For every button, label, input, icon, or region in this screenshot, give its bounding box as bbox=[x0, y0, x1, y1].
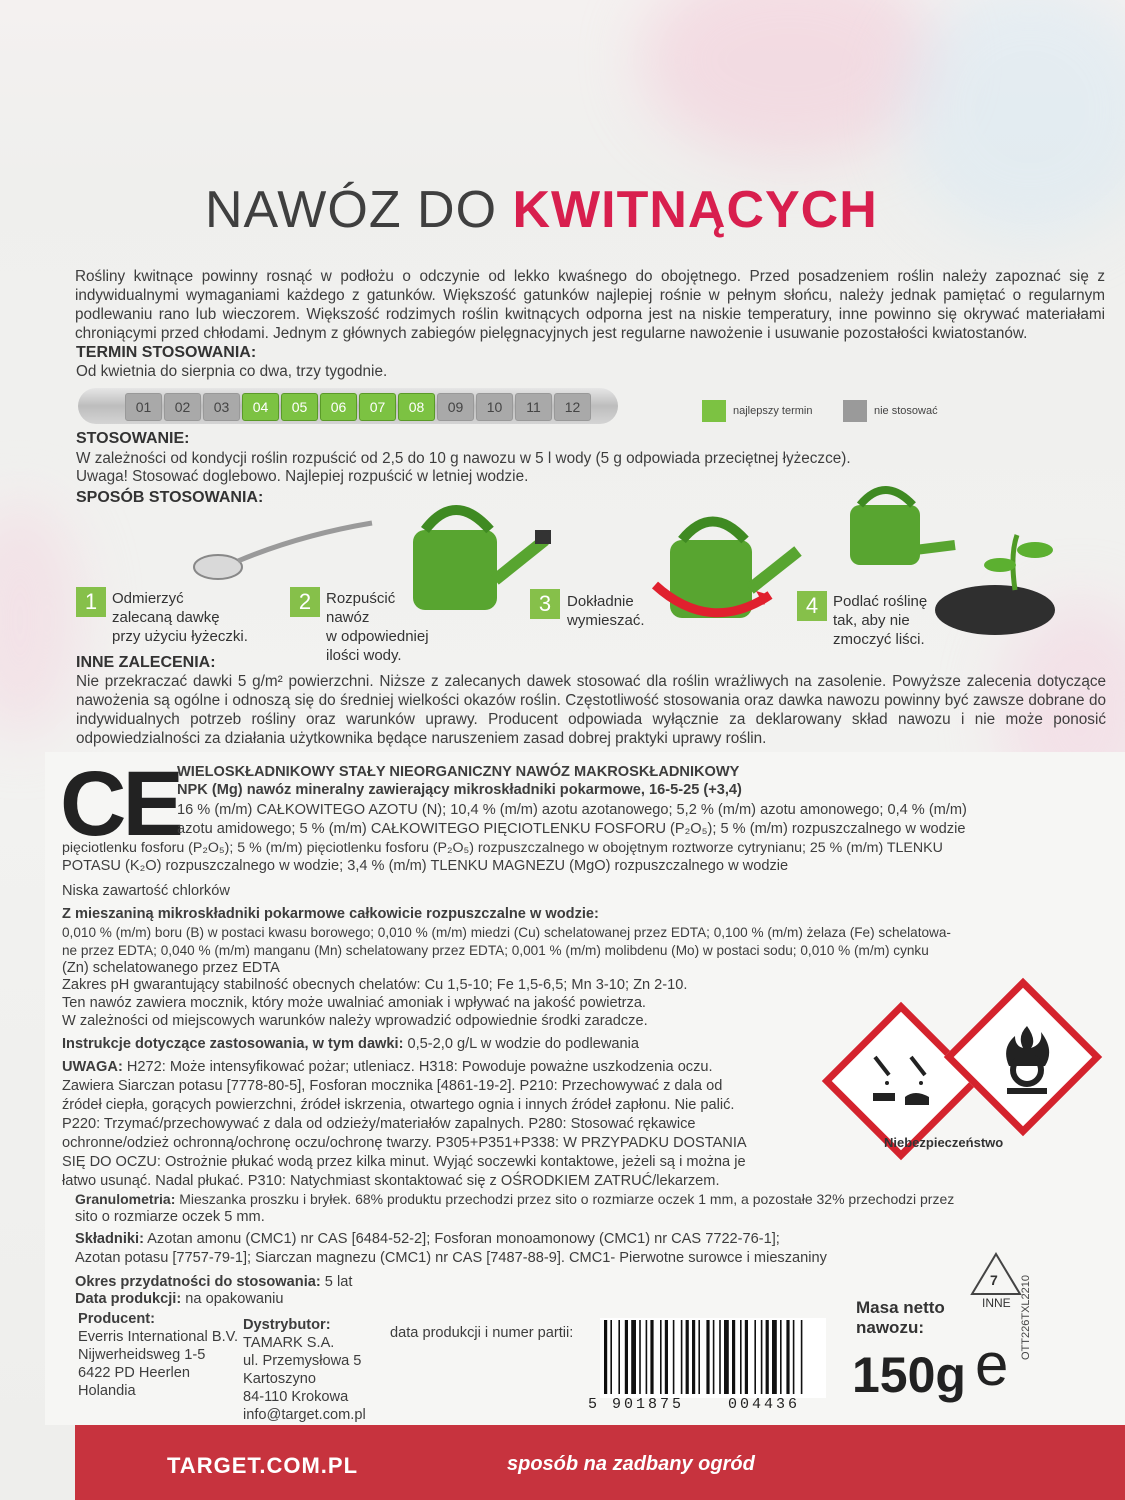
instr-text: 0,5-2,0 g/L w wodzie do podlewania bbox=[403, 1036, 639, 1052]
barcode-bar bbox=[681, 1320, 683, 1394]
barcode-bar bbox=[646, 1320, 648, 1394]
month-cell: 10 bbox=[476, 393, 513, 421]
legend-best-label: najlepszy termin bbox=[733, 405, 813, 417]
composition-line3: pięciotlenku fosforu (P₂O₅); 5 % (m/m) pięciotlenku fosforu (P₂O₅) rozpuszczalnego w obojętnym roztworze cytrynianu; 25 % (m/m) TLENKU bbox=[62, 840, 943, 856]
micro-head: Z mieszaniną mikroskładniki pokarmowe całkowicie rozpuszczalne w wodzie: bbox=[62, 906, 599, 922]
masa-label-2: nawozu: bbox=[856, 1318, 924, 1337]
termin-text: Od kwietnia do sierpnia co dwa, trzy tygodnie. bbox=[76, 363, 388, 380]
barcode-bar bbox=[732, 1320, 735, 1394]
uwaga-line4: P220: Trzymać/przechowywać z dala od odzieży/materiałów zapalnych. P280: Stosować rękawice bbox=[62, 1116, 696, 1132]
month-cell: 05 bbox=[281, 393, 318, 421]
step-text: wymieszać. bbox=[567, 612, 645, 629]
month-cell: 11 bbox=[515, 393, 552, 421]
legend-not-swatch bbox=[843, 400, 867, 422]
composition-line1: 16 % (m/m) CAŁKOWITEGO AZOTU (N); 10,4 % (m/m) azotu azotanowego; 5,2 % (m/m) azotu amonowego; 0,4 % (m/m) bbox=[177, 802, 967, 818]
granulometria-head: Granulometria: bbox=[75, 1191, 176, 1207]
uwaga-line3: źródeł ciepła, gorących powierzchni, źródeł iskrzenia, otwartego ognia i innych źródeł zapłonu. Nie palić. bbox=[62, 1097, 735, 1113]
instr-head: Instrukcje dotyczące zastosowania, w tym dawki: bbox=[62, 1036, 404, 1052]
corrosive-pictogram-symbol bbox=[855, 1045, 945, 1125]
barcode-bar bbox=[740, 1320, 742, 1394]
dystrybutor-l1: TAMARK S.A. bbox=[243, 1335, 335, 1351]
step-number: 4 bbox=[797, 591, 827, 621]
oxidizer-pictogram-symbol bbox=[987, 1020, 1067, 1100]
granulometria-line1 bbox=[75, 1190, 954, 1209]
micro-line6: W zależności od miejscowych warunków należy wprowadzić odpowiednie środki zaradcze. bbox=[62, 1013, 648, 1029]
uwaga-line5: ochronne/odzież ochronną/ochronę oczu/ochronę twarzy. P305+P351+P338: W PRZYPADKU DOSTANIA bbox=[62, 1135, 747, 1151]
producent-l2: Nijwerheidsweg 1-5 bbox=[78, 1347, 206, 1363]
step-text: Podlać roślinę bbox=[833, 593, 928, 610]
step-text: Dokładnie bbox=[567, 593, 634, 610]
barcode-digits-left: 901875 bbox=[612, 1396, 685, 1413]
step-number: 2 bbox=[290, 587, 320, 617]
title-part1: NAWÓZ DO bbox=[205, 181, 513, 239]
stosowanie-line1: W zależności od kondycji roślin rozpuścić od 2,5 do 10 g nawozu w 5 l wody (5 g odpowiada przeciętnej łyżeczce). bbox=[76, 450, 851, 467]
producent-l3: 6422 PD Heerlen bbox=[78, 1365, 190, 1381]
estimated-sign: e bbox=[975, 1331, 1009, 1398]
step-text: przy użyciu łyżeczki. bbox=[112, 628, 248, 645]
skladniki-l1: Azotan amonu (CMC1) nr CAS [6484-52-2]; Fosforan monoamonowy (CMC1) nr CAS 7722-76-1]; bbox=[143, 1231, 780, 1247]
composition-head1: WIELOSKŁADNIKOWY STAŁY NIEORGANICZNY NAWÓZ MAKROSKŁADNIKOWY bbox=[177, 764, 740, 780]
barcode-bar bbox=[706, 1320, 709, 1394]
month-cell: 08 bbox=[398, 393, 435, 421]
composition-head2: NPK (Mg) nawóz mineralny zawierający mikroskładniki pokarmowe, 16-5-25 (+3,4) bbox=[177, 782, 742, 798]
micro-line1: 0,010 % (m/m) boru (B) w postaci kwasu borowego; 0,010 % (m/m) miedzi (Cu) schelatowanej przez EDTA; 0,100 % (m/m) żelaza (Fe) schelatowa- bbox=[62, 925, 951, 940]
barcode-bar bbox=[660, 1320, 662, 1394]
barcode-bar bbox=[793, 1320, 795, 1394]
dystrybutor-head: Dystrybutor: bbox=[243, 1317, 331, 1333]
barcode-bar bbox=[754, 1320, 756, 1394]
barcode-bar bbox=[724, 1320, 729, 1394]
barcode-bar bbox=[673, 1320, 675, 1394]
uwaga-line7: łatwo usunąć. Nadal płukać. P310: Natychmiast skontaktować się z OŚRODKIEM ZATRUĆ/lekarzem. bbox=[62, 1173, 720, 1189]
background-flower-blob bbox=[900, 0, 1125, 240]
month-cell: 03 bbox=[203, 393, 240, 421]
producent-l4: Holandia bbox=[78, 1383, 136, 1399]
producent-head: Producent: bbox=[78, 1311, 156, 1327]
footer-site: TARGET.COM.PL bbox=[167, 1453, 359, 1478]
legend-best-swatch bbox=[702, 400, 726, 422]
inne-text: Nie przekraczać dawki 5 g/m² powierzchni. Niższe z zalecanych dawek stosować dla roślin wrażliwych na zasolenie. Powyższe zalecenia dotyczące nawożenia są ogólne i odnoszą się do średniej wielkości okazów roślin. Częstotliwość stosowania oraz dawka nawozu powinny być zawsze dobrane do indywidualnych potrzeb rośliny oraz warunków uprawy. Producent odpowiada wyłącznie za deklarowany skład nawozu i nie może ponosić odpowiedzialności za działania użytkownika będące naruszeniem zasad dobrej praktyki uprawy roślin. bbox=[76, 673, 1106, 747]
barcode-bar bbox=[665, 1320, 668, 1394]
termin-heading: TERMIN STOSOWANIA: bbox=[76, 344, 257, 361]
skladniki-line1 bbox=[75, 1230, 780, 1249]
stosowanie-heading: STOSOWANIE: bbox=[76, 430, 190, 447]
barcode-bar bbox=[692, 1320, 695, 1394]
producent-l1: Everris International B.V. bbox=[78, 1329, 239, 1345]
month-cell: 12 bbox=[554, 393, 591, 421]
barcode-bar bbox=[625, 1320, 628, 1394]
barcode-bar bbox=[786, 1320, 789, 1394]
step-text: w odpowiedniej bbox=[326, 628, 429, 645]
month-cell: 01 bbox=[125, 393, 162, 421]
barcode-bar bbox=[719, 1320, 721, 1394]
barcode-bar bbox=[801, 1320, 803, 1394]
barcode-bar bbox=[761, 1320, 763, 1394]
net-weight-value: 150g bbox=[852, 1347, 966, 1403]
month-calendar bbox=[125, 393, 591, 421]
stosowanie-line2: Uwaga! Stosować doglebowo. Najlepiej rozpuścić w letniej wodzie. bbox=[76, 468, 529, 485]
skladniki-head: Składniki: bbox=[75, 1231, 144, 1247]
dystrybutor-l4: 84-110 Krokowa bbox=[243, 1389, 349, 1405]
data-produkcji-text: na opakowaniu bbox=[181, 1291, 284, 1307]
barcode-bar bbox=[745, 1320, 748, 1394]
background-flower-blob bbox=[0, 500, 80, 740]
uwaga-head: UWAGA: bbox=[62, 1059, 123, 1075]
uwaga-l1: H272: Może intensyfikować pożar; utleniacz. H318: Powoduje poważne uszkodzenia oczu. bbox=[122, 1059, 713, 1075]
month-cell: 09 bbox=[437, 393, 474, 421]
barcode-bar bbox=[766, 1320, 769, 1394]
barcode bbox=[600, 1318, 826, 1398]
composition-line2: azotu amidowego; 5 % (m/m) CAŁKOWITEGO PIĘCIOTLENKU FOSFORU (P₂O₅); 5 % (m/m) rozpuszczalnego w wodzie bbox=[177, 821, 966, 837]
month-cell: 06 bbox=[320, 393, 357, 421]
micro-line3: (Zn) schelatowanego przez EDTA bbox=[62, 960, 280, 976]
barcode-bar bbox=[698, 1320, 700, 1394]
recycle-number: 7 bbox=[990, 1272, 998, 1288]
uwaga-line6: SIĘ DO OCZU: Ostrożnie płukać wodą przez kilka minut. Wyjąć soczewki kontaktowe, jeżeli są i można je bbox=[62, 1154, 746, 1170]
micro-line5: Ten nawóz zawiera mocznik, który może uwalniać amoniak i wpływać na jakość powietrza. bbox=[62, 995, 646, 1011]
barcode-bar bbox=[610, 1320, 612, 1394]
legend-not-label: nie stosować bbox=[874, 405, 938, 417]
uwaga-line2: Zawiera Siarczan potasu [7778-80-5], Fosforan mocznika [4861-19-2]. P210: Przechowywać z dala od bbox=[62, 1078, 723, 1094]
footer-bar bbox=[75, 1425, 1125, 1500]
barcode-bar bbox=[631, 1320, 636, 1394]
masa-label-1: Masa netto bbox=[856, 1298, 945, 1317]
step-text: Odmierzyć bbox=[112, 590, 184, 607]
background-flower-blob bbox=[640, 0, 940, 160]
okres-text: 5 lat bbox=[320, 1274, 353, 1290]
step-text: tak, aby nie bbox=[833, 612, 910, 629]
data-produkcji-head: Data produkcji: bbox=[75, 1291, 182, 1307]
dystrybutor-block bbox=[243, 1316, 366, 1424]
dystrybutor-l5: info@target.com.pl bbox=[243, 1407, 366, 1423]
skladniki-line2: Azotan potasu [7757-79-1]; Siarczan magnezu (CMC1) nr CAS [7487-88-9]. CMC1- Pierwotne surowce i mieszaniny bbox=[75, 1250, 827, 1266]
chlor-text: Niska zawartość chlorków bbox=[62, 883, 230, 899]
step-text: nawóz bbox=[326, 609, 370, 626]
barcode-bar bbox=[780, 1320, 782, 1394]
mixing-can-illustration bbox=[650, 515, 810, 635]
barcode-bar bbox=[604, 1320, 607, 1394]
intro-paragraph: Rośliny kwitnące powinny rosnąć w podłożu o odczynie od lekko kwaśnego do obojętnego. Przed posadzeniem roślin należy zapoznać się z indywidualnymi wymaganiami każdego z gatunków. Większość gatunków najlepiej rośnie w pełnym słońcu, należy jednak pamiętać o regularnym podlewaniu rano lub wieczorem. Większość rodzimych roślin kwitnących odporna jest na niskie temperatury, inne powinno się okrywać materiałami chroniącymi przed chłodami. Jednym z głównych zabiegów pielęgnacyjnych jest regularne nawożenie i usuwanie pozostałości kwiatostanów. bbox=[75, 268, 1105, 342]
okres-head: Okres przydatności do stosowania: bbox=[75, 1274, 321, 1290]
barcode-bar bbox=[639, 1320, 641, 1394]
step-text: zmoczyć liści. bbox=[833, 631, 925, 648]
step-text: zalecaną dawkę bbox=[112, 609, 220, 626]
data-produkcji-line bbox=[75, 1290, 283, 1309]
inne-heading: INNE ZALECENIA: bbox=[76, 654, 216, 671]
barcode-bar bbox=[713, 1320, 715, 1394]
barcode-bar bbox=[618, 1320, 620, 1394]
month-cell: 04 bbox=[242, 393, 279, 421]
product-title bbox=[205, 180, 878, 240]
instr-line bbox=[62, 1035, 639, 1054]
step-number: 1 bbox=[76, 587, 106, 617]
barcode-digit-first: 5 bbox=[588, 1396, 598, 1413]
footer-slogan: sposób na zadbany ogród bbox=[507, 1453, 755, 1475]
micro-line2: ne przez EDTA; 0,040 % (m/m) manganu (Mn) schelatowany przez EDTA; 0,001 % (m/m) molibdenu (Mo) w postaci sodu; 0,010 % (m/m) cynku bbox=[62, 943, 929, 958]
title-part2: KWITNĄCYCH bbox=[512, 181, 878, 239]
sposob-heading: SPOSÓB STOSOWANIA: bbox=[76, 489, 264, 506]
ce-mark: CE bbox=[60, 753, 180, 855]
step-number: 3 bbox=[530, 589, 560, 619]
barcode-bar bbox=[772, 1320, 777, 1394]
recycle-label: INNE bbox=[982, 1296, 1011, 1310]
month-cell: 07 bbox=[359, 393, 396, 421]
barcode-bars bbox=[600, 1318, 826, 1398]
uwaga-line1 bbox=[62, 1058, 713, 1077]
granulometria-l1: Mieszanka proszku i bryłek. 68% produktu przechodzi przez sito o rozmiarze oczek 1 mm, a pozostałe 32% przechodzi przez bbox=[175, 1191, 955, 1207]
dystrybutor-l3: Kartoszyno bbox=[243, 1371, 317, 1387]
step-text: Rozpuścić bbox=[326, 590, 396, 607]
step-text: ilości wody. bbox=[326, 647, 402, 664]
hazard-signal-word: Niebezpieczeństwo bbox=[884, 1135, 1004, 1150]
composition-line4: POTASU (K₂O) rozpuszczalnego w wodzie; 3,4 % (m/m) TLENKU MAGNEZU (MgO) rozpuszczalnego w wodzie bbox=[62, 858, 789, 874]
micro-line4: Zakres pH gwarantujący stabilność obecnych chelatów: Cu 1,5-10; Fe 1,5-6,5; Mn 3-10; Zn 2-10. bbox=[62, 977, 688, 993]
dystrybutor-l2: ul. Przemysłowa 5 bbox=[243, 1353, 362, 1369]
barcode-bar bbox=[686, 1320, 689, 1394]
spoon-illustration bbox=[190, 515, 380, 585]
batch-label: data produkcji i numer partii: bbox=[390, 1325, 574, 1341]
granulometria-line2: sito o rozmiarze oczek 5 mm. bbox=[75, 1209, 265, 1225]
month-cell: 02 bbox=[164, 393, 201, 421]
barcode-bar bbox=[650, 1320, 653, 1394]
producent-block bbox=[78, 1310, 238, 1400]
side-code: OTT226TXL2210 bbox=[1020, 1275, 1032, 1360]
barcode-digits-right: 004436 bbox=[728, 1396, 801, 1413]
